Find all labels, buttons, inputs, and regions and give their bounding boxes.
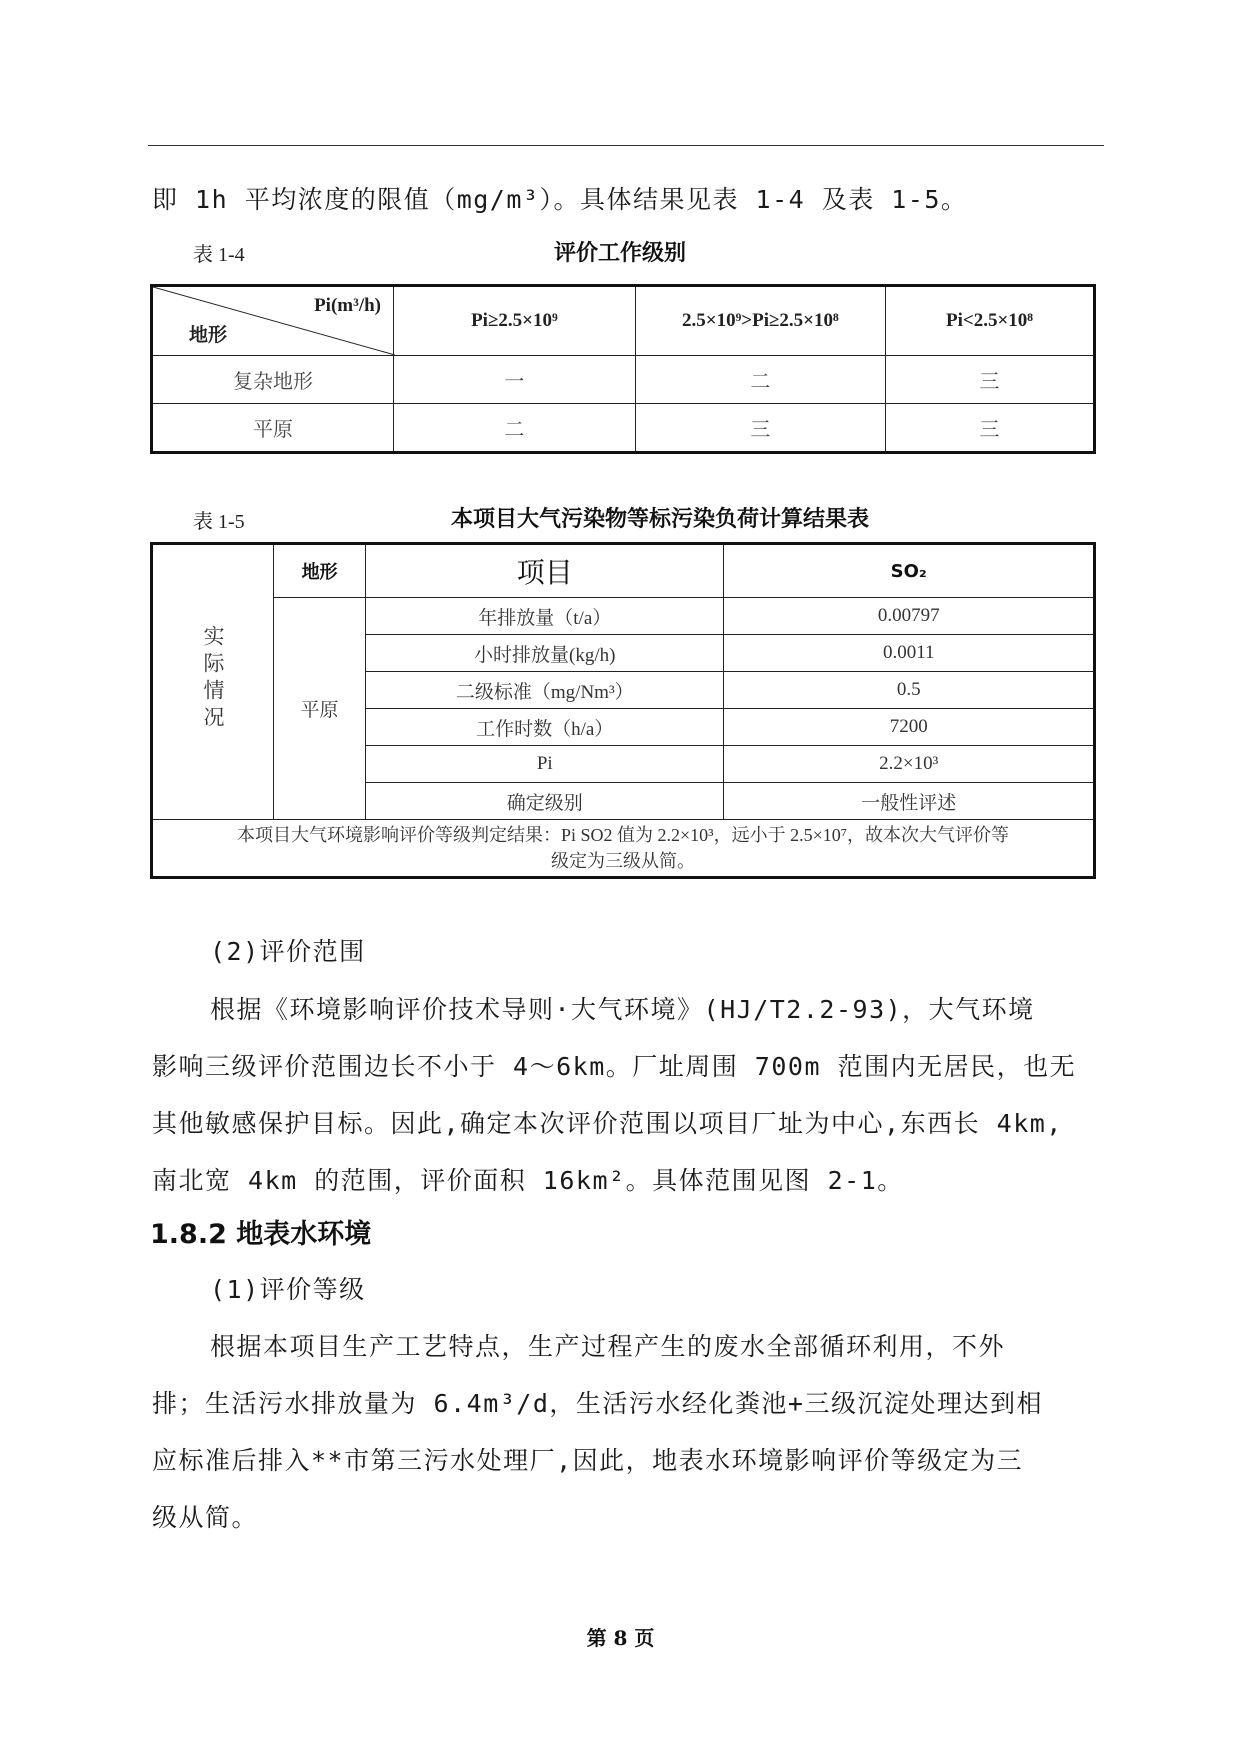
conclusion-line: 级定为三级从简。 — [551, 851, 695, 871]
terrain-header: 地形 — [274, 544, 366, 598]
table14-label: 表 1-4 — [193, 244, 245, 266]
diag-bottom-label: 地形 — [189, 324, 228, 346]
item-cell: 确定级别 — [366, 783, 724, 820]
value-cell: 0.00797 — [724, 598, 1095, 635]
grade-cell: 二 — [394, 404, 636, 453]
value-cell: 7200 — [724, 709, 1095, 746]
table15-label: 表 1-5 — [193, 511, 245, 533]
item-cell: 年排放量（t/a） — [366, 598, 724, 635]
row-terrain: 复杂地形 — [152, 356, 394, 404]
paragraph-line: 级从简。 — [152, 1503, 259, 1532]
terrain-value: 平原 — [274, 598, 366, 820]
conclusion-line: 本项目大气环境影响评价等级判定结果：Pi SO2 值为 2.2×10³，远小于 2.5×10⁷，故本次大气评价等 — [237, 825, 1009, 845]
paragraph-line: 影响三级评价范围边长不小于 4～6km。厂址周围 700m 范围内无居民，也无 — [152, 1052, 1077, 1081]
item-header: 项目 — [366, 544, 724, 598]
side-label-cell — [152, 544, 274, 820]
col-header: Pi≥2.5×10⁹ — [394, 286, 636, 356]
paragraph-line: 根据本项目生产工艺特点，生产过程产生的废水全部循环利用，不外 — [210, 1332, 1006, 1361]
row-terrain: 平原 — [152, 404, 394, 453]
table-row — [152, 356, 1095, 404]
col-header: Pi<2.5×10⁸ — [885, 286, 1094, 356]
table15-title: 本项目大气污染物等标污染负荷计算结果表 — [450, 507, 869, 532]
paragraph-line: 排；生活污水排放量为 6.4m³/d，生活污水经化粪池+三级沉淀处理达到相 — [152, 1389, 1043, 1418]
table-row — [152, 404, 1095, 453]
pollutant-header: SO₂ — [724, 544, 1095, 598]
diagonal-header-cell — [152, 286, 394, 356]
grade-cell: 三 — [635, 404, 885, 453]
header-rule — [148, 145, 1104, 146]
page-number: 第 8 页 — [586, 1626, 655, 1650]
paragraph-line: 应标准后排入**市第三污水处理厂,因此，地表水环境影响评价等级定为三 — [152, 1446, 1024, 1475]
grade-cell: 三 — [885, 404, 1094, 453]
value-cell: 0.0011 — [724, 635, 1095, 672]
table-pollution-load — [150, 542, 1096, 879]
intro-line: 即 1h 平均浓度的限值（mg/m³）。具体结果见表 1-4 及表 1-5。 — [152, 185, 968, 214]
section-label: (2)评价范围 — [210, 937, 366, 966]
item-cell: 工作时数（h/a） — [366, 709, 724, 746]
table-evaluation-grade — [150, 284, 1096, 454]
col-header: 2.5×10⁹>Pi≥2.5×10⁸ — [635, 286, 885, 356]
paragraph-line: 其他敏感保护目标。因此,确定本次评价范围以项目厂址为中心,东西长 4km, — [152, 1109, 1063, 1138]
table14-title: 评价工作级别 — [553, 241, 686, 266]
conclusion-cell — [152, 820, 1095, 878]
value-cell: 0.5 — [724, 672, 1095, 709]
item-cell: 小时排放量(kg/h) — [366, 635, 724, 672]
section-label: (1)评价等级 — [210, 1275, 366, 1304]
grade-cell: 一 — [394, 356, 636, 404]
grade-cell: 三 — [885, 356, 1094, 404]
value-cell: 2.2×10³ — [724, 746, 1095, 783]
item-cell: 二级标准（mg/Nm³） — [366, 672, 724, 709]
side-label: 实际情况 — [201, 625, 225, 733]
value-cell: 一般性评述 — [724, 783, 1095, 820]
paragraph-line: 南北宽 4km 的范围，评价面积 16km²。具体范围见图 2-1。 — [152, 1166, 904, 1195]
table-row — [152, 598, 1095, 635]
section-heading: 1.8.2 地表水环境 — [150, 1219, 372, 1250]
diag-top-label: Pi(m³/h) — [314, 295, 381, 316]
item-cell: Pi — [366, 746, 724, 783]
paragraph-line: 根据《环境影响评价技术导则·大气环境》(HJ/T2.2-93)，大气环境 — [210, 995, 1035, 1024]
grade-cell: 二 — [635, 356, 885, 404]
